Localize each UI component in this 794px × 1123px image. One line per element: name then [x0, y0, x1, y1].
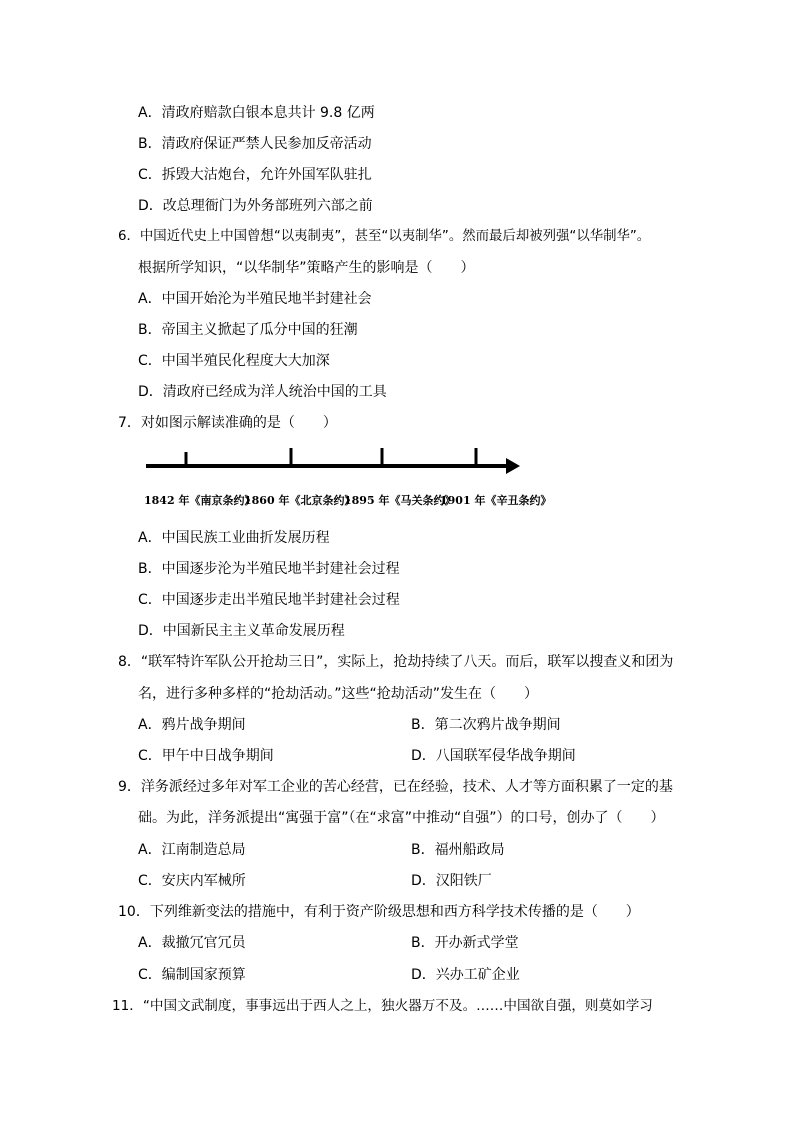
- timeline-label-4: 1901 年《辛丑条约》: [440, 494, 552, 507]
- q8-option-c: C．甲午中日战争期间: [138, 748, 274, 764]
- q5-option-a: A．清政府赔款白银本息共计 9.8 亿两: [138, 105, 375, 121]
- q7-option-d: D．中国新民主主义革命发展历程: [138, 623, 345, 639]
- q10-option-c: C．编制国家预算: [138, 967, 246, 983]
- q8-stem-line2: 名，进行多种多样的“抢劫活动。”这些“抢劫活动”发生在（ ）: [138, 686, 539, 702]
- q7-option-c: C．中国逐步走出半殖民地半封建社会过程: [138, 592, 400, 608]
- q10-option-b: B．开办新式学堂: [411, 935, 519, 951]
- timeline-arrowhead: [506, 458, 520, 474]
- q9-stem-line2: 础。为此，洋务派提出“寓强于富”（在“求富”中推动“自强”）的口号，创办了（ ）: [138, 810, 665, 826]
- q7-timeline-diagram: [140, 440, 552, 520]
- q8-option-d: D．八国联军侵华战争期间: [411, 748, 576, 764]
- q11-stem: 11．“中国文武制度，事事远出于西人之上，独火器万不及。……中国欲自强，则莫如学习: [112, 998, 653, 1014]
- q5-option-c: C．拆毁大沽炮台，允许外国军队驻扎: [138, 167, 372, 183]
- q9-option-a: A．江南制造总局: [138, 842, 246, 858]
- q10-option-d: D．兴办工矿企业: [411, 967, 520, 983]
- q9-option-c: C．安庆内军械所: [138, 873, 246, 889]
- q6-option-c: C．中国半殖民化程度大大加深: [138, 353, 330, 369]
- q9-stem-line1: 9．洋务派经过多年对军工企业的苦心经营，已在经验，技术、人才等方面积累了一定的基: [118, 779, 673, 795]
- q6-stem-line2: 根据所学知识，“以华制华”策略产生的影响是（ ）: [138, 260, 475, 276]
- q7-option-a: A．中国民族工业曲折发展历程: [138, 530, 330, 546]
- q8-option-b: B．第二次鸦片战争期间: [411, 717, 561, 733]
- q6-option-a: A．中国开始沦为半殖民地半封建社会: [138, 291, 372, 307]
- q8-stem-line1: 8．“联军特许军队公开抢劫三日”，实际上，抢劫持续了八天。而后，联军以搜查义和团为: [118, 654, 674, 670]
- timeline-label-2: 1860 年《北京条约》: [244, 494, 356, 507]
- q9-option-b: B．福州船政局: [411, 842, 505, 858]
- q8-option-a: A．鸦片战争期间: [138, 717, 246, 733]
- q9-option-d: D．汉阳铁厂: [411, 873, 492, 889]
- q5-option-d: D．改总理衙门为外务部班列六部之前: [138, 198, 373, 214]
- q7-option-b: B．中国逐步沦为半殖民地半封建社会过程: [138, 561, 400, 577]
- timeline-label-3: 1895 年《马关条约》: [344, 494, 456, 507]
- q7-stem: 7．对如图示解读准确的是（ ）: [118, 415, 337, 431]
- timeline-label-1: 1842 年《南京条约》: [144, 494, 256, 507]
- q6-option-b: B．帝国主义掀起了瓜分中国的狂潮: [138, 322, 358, 338]
- q6-stem-line1: 6．中国近代史上中国曾想“以夷制夷”，甚至“以夷制华”。然而最后却被列强“以华制华”。: [118, 229, 651, 244]
- q10-stem: 10．下列维新变法的措施中，有利于资产阶级思想和西方科学技术传播的是（ ）: [118, 904, 640, 920]
- q10-option-a: A．裁撤冗官冗员: [138, 935, 246, 951]
- q5-option-b: B．清政府保证严禁人民参加反帝活动: [138, 136, 372, 152]
- q6-option-d: D．清政府已经成为洋人统治中国的工具: [138, 384, 387, 400]
